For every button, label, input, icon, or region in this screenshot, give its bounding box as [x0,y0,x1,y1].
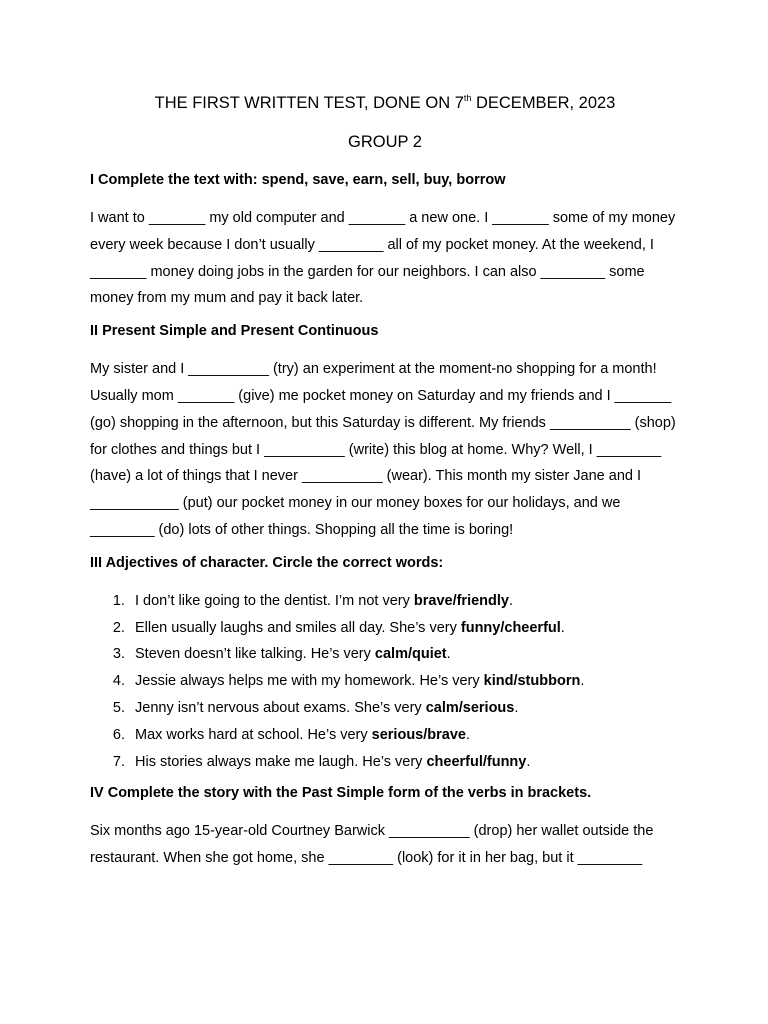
item-choice: brave/friendly [413,592,509,609]
item-end: . [560,619,565,636]
list-item [90,641,680,668]
item-text: Jessie always helps me with my homework. He’s very [135,673,484,690]
item-text: I don’t like going to the dentist. I’m not very [135,592,414,609]
section-4-text: Six months ago 15-year-old Courtney Barwick __________ (drop) her wallet outside the restaurant. When she got home, she ________ (look) for it in her bag, but it ________ [90,823,654,867]
section-1-heading: I Complete the text with: spend, save, earn, sell, buy, borrow [90,172,506,188]
list-item [90,722,680,749]
section-3-heading: III Adjectives of character. Circle the correct words: [90,554,444,571]
section-2-heading: II Present Simple and Present Continuous [90,323,379,340]
item-content [135,668,584,695]
item-end: . [514,699,519,716]
item-choice: cheerful/funny [426,753,527,770]
item-text: Steven doesn’t like talking. He’s very [135,646,375,663]
adjectives-list [90,588,680,776]
item-choice: funny/cheerful [460,619,561,636]
item-content [135,588,513,615]
item-choice: kind/stubborn [483,673,581,690]
list-item [90,749,680,776]
item-text: Max works hard at school. He’s very [135,726,372,743]
item-content [135,722,470,749]
item-content [135,641,451,668]
section-1-text: I want to _______ my old computer and _______ a new one. I _______ some of my money every week because I don’t usually ________ all of my pocket money. At the weekend, I _______ money doing jobs in the garden for our neighbors. I can also ________ some money from my mum and pay it back later. [90,210,676,307]
item-number: 1. [112,592,125,609]
item-number: 6. [112,726,125,743]
item-end: . [508,592,513,609]
item-number: 7. [112,753,125,770]
item-number: 2. [112,619,125,636]
list-item [90,668,680,695]
item-number: 4. [112,673,125,690]
list-item [90,588,680,615]
item-text: Jenny isn’t nervous about exams. She’s very [135,699,426,716]
list-item [90,695,680,722]
item-end: . [580,673,585,690]
item-content [135,695,518,722]
title-prefix: THE FIRST WRITTEN TEST, DONE ON 7 [154,94,464,112]
title-superscript: th [463,93,472,103]
item-content [135,615,565,642]
item-number: 5. [112,699,125,716]
item-choice: serious/brave [371,726,466,743]
item-choice: calm/quiet [374,646,447,663]
document-title [90,92,680,114]
section-2-text: My sister and I __________ (try) an experiment at the moment-no shopping for a month! Usually mom _______ (give) me pocket money on Saturday and my friends and I _______ (go) shopping in the afternoon, but this Saturday is different. My friends __________ (shop) for clothes and things but I __________ (write) this blog at home. Why? Well, I ________ (have) a lot of things that I never __________ (wear). This month my sister Jane and I ___________ (put) our pocket money in our money boxes for our holidays, and we ________ (do) lots of other things. Shopping all the time is boring! [90,361,676,538]
section-4-heading: IV Complete the story with the Past Simple form of the verbs in brackets. [90,785,592,802]
group-label: GROUP 2 [348,133,422,151]
item-content [135,749,530,776]
item-end: . [465,726,470,743]
item-text: Ellen usually laughs and smiles all day. She’s very [135,619,461,636]
list-item [90,615,680,642]
item-choice: calm/serious [425,699,515,716]
item-end: . [526,753,531,770]
item-end: . [446,646,451,663]
item-number: 3. [112,646,125,663]
item-text: His stories always make me laugh. He’s very [135,753,427,770]
title-suffix: DECEMBER, 2023 [471,94,616,112]
